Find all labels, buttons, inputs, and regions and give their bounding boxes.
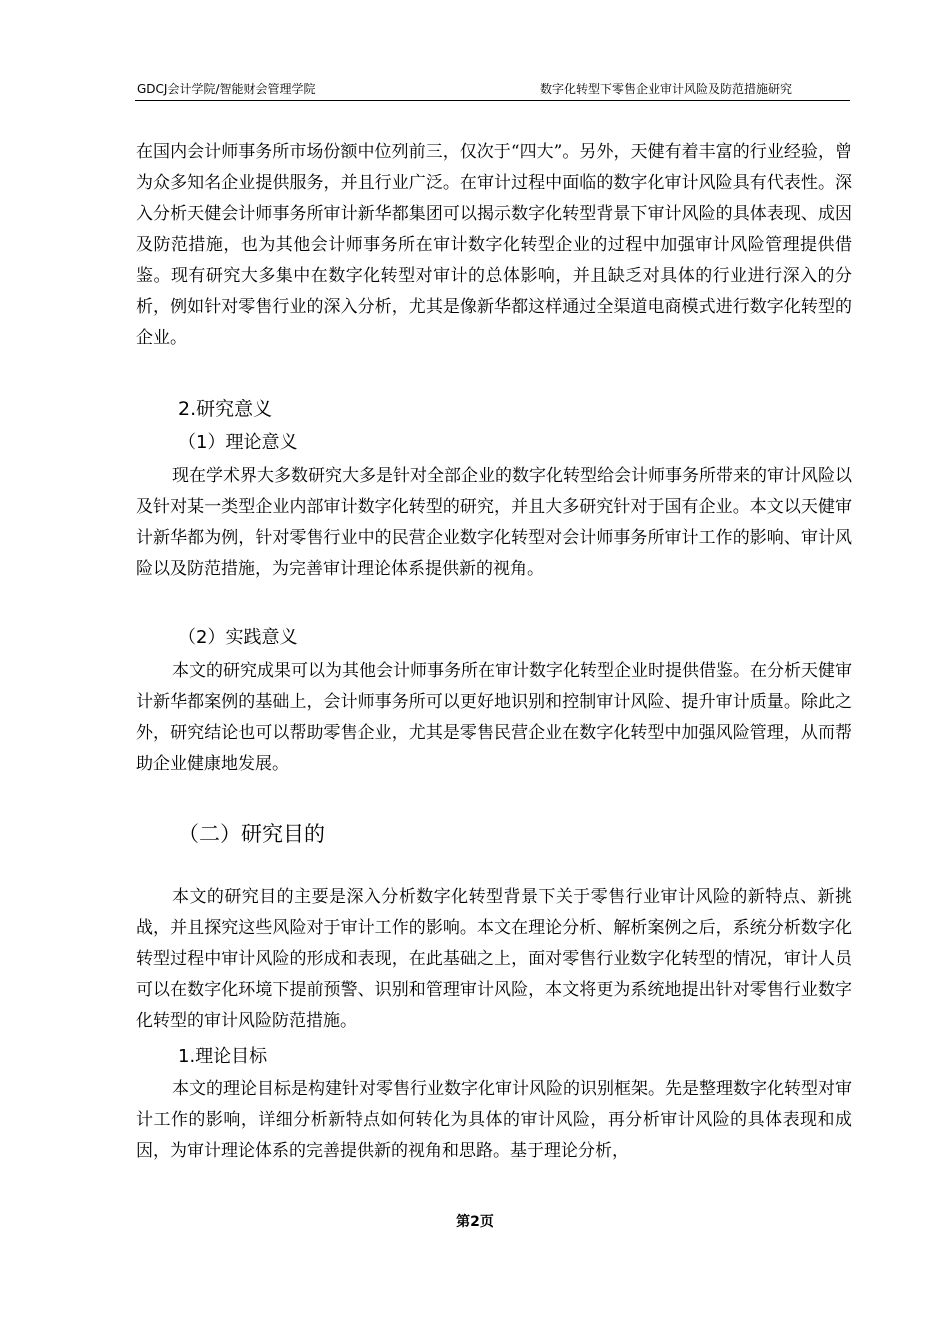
paragraph-intro-continued: [136, 137, 852, 354]
heading-theoretical-goal: 1.理论目标: [178, 1046, 268, 1067]
paragraph-text: 在国内会计师事务所市场份额中位列前三，仅次于“四大”。另外，天健有着丰富的行业经验，曾为众多知名企业提供服务，并且行业广泛。在审计过程中面临的数字化审计风险具有代表性。深入分析天健会计师事务所审计新华都集团可以揭示数字化转型背景下审计风险的具体表现、成因及防范措施，也为其他会计师事务所在审计数字化转型企业的过程中加强审计风险管理提供借鉴。现有研究大多集中在数字化转型对审计的总体影响，并且缺乏对具体的行业进行深入的分析，例如针对零售行业的深入分析，尤其是像新华都这样通过全渠道电商模式进行数字化转型的企业。: [136, 142, 852, 348]
paragraph-text: 现在学术界大多数研究大多是针对全部企业的数字化转型给会计师事务所带来的审计风险以及针对某一类型企业内部审计数字化转型的研究，并且大多研究针对于国有企业。本文以天健审计新华都为例，针对零售行业中的民营企业数字化转型对会计师事务所审计工作的影响、审计风险以及防范措施，为完善审计理论体系提供新的视角。: [136, 466, 852, 579]
paragraph-research-purpose: [136, 882, 852, 1037]
paragraph-text: 本文的研究成果可以为其他会计师事务所在审计数字化转型企业时提供借鉴。在分析天健审计新华都案例的基础上，会计师事务所可以更好地识别和控制审计风险、提升审计质量。除此之外，研究结论也可以帮助零售企业，尤其是零售民营企业在数字化转型中加强风险管理，从而帮助企业健康地发展。: [136, 661, 852, 774]
page-header: [135, 78, 850, 101]
page-number: 第2页: [456, 1214, 494, 1230]
heading-research-purpose: （二）研究目的: [178, 822, 325, 846]
paragraph-theoretical-significance: [136, 461, 852, 585]
heading-theoretical-significance: （1）理论意义: [178, 432, 298, 453]
paragraph-practical-significance: [136, 656, 852, 780]
header-paper-title: 数字化转型下零售企业审计风险及防范措施研究: [539, 82, 792, 96]
header-institution: GDCJ会计学院/智能财会管理学院: [137, 82, 316, 96]
paragraph-text: 本文的研究目的主要是深入分析数字化转型背景下关于零售行业审计风险的新特点、新挑战，并且探究这些风险对于审计工作的影响。本文在理论分析、解析案例之后，系统分析数字化转型过程中审计风险的形成和表现，在此基础之上，面对零售行业数字化转型的情况，审计人员可以在数字化环境下提前预警、识别和管理审计风险，本文将更为系统地提出针对零售行业数字化转型的审计风险防范措施。: [136, 887, 852, 1031]
paragraph-theoretical-goal: [136, 1074, 852, 1167]
heading-practical-significance: （2）实践意义: [178, 627, 298, 648]
heading-research-significance: 2.研究意义: [178, 398, 273, 420]
paragraph-text: 本文的理论目标是构建针对零售行业数字化审计风险的识别框架。先是整理数字化转型对审计工作的影响，详细分析新特点如何转化为具体的审计风险，再分析审计风险的具体表现和成因，为审计理论体系的完善提供新的视角和思路。基于理论分析，: [136, 1079, 852, 1161]
